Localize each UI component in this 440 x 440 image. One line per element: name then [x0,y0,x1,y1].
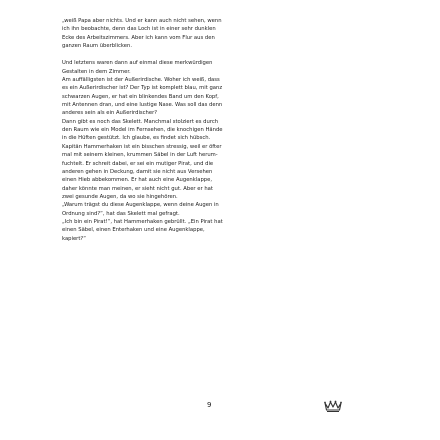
text-line: mit Antennen dran, und eine lustige Nase. Was soll das denn [62,102,223,109]
text-line: mal mit seinem kleinen, krummen Säbel in der Luft herum- [62,152,218,159]
page-number: 9 [207,401,212,409]
text-line: schwarzen Augen, er hat ein blinkendes Band um den Kopf, [62,93,219,100]
text-line: es ein Außerirdischer ist? Der Typ ist komplett blau, mit ganz [62,85,223,92]
text-line: Ecke des Arbeitszimmers. Aber ich kann vom Flur aus den [62,34,215,41]
page-footer [0,399,440,429]
paragraph-1 [62,17,377,50]
text-line: daher könnte man meinen, er sieht nicht gut. Aber er hat [62,185,213,192]
publisher-crown-icon [324,399,342,413]
text-line: den Raum wie ein Model im Fernsehen, die knochigen Hände [62,127,223,134]
paragraph-gap [62,50,377,59]
text-line: einen Säbel, einen Enterhaken und eine Augenklappe, [62,227,205,234]
text-line: Und letztens waren dann auf einmal diese merkwürdigen [62,60,213,67]
text-line: „Ich bin ein Pirat!“, hat Hammerhaken gebrüllt. „Ein Pirat hat [62,218,223,225]
text-line: Gestalten in dem Zimmer. [62,68,131,75]
text-line: Dann gibt es noch das Skelett. Manchmal stolziert es durch [62,118,219,125]
text-line: Am auffälligsten ist der Außerirdische. Woher ich weiß, dass [62,77,220,84]
text-line: ganzen Raum überblicken. [62,43,132,50]
text-line: einen Hieb abbekommen. Er hat auch eine Augenklappe, [62,177,213,184]
text-line: „weiß Papa aber nichts. Und er kann auch nicht sehen, wenn [62,18,222,24]
paragraph-2 [62,59,377,243]
text-line: kapiert?“ [62,235,86,242]
text-line: anderes sein als ein Außerirdischer? [62,110,158,117]
text-line: zwei gesunde Augen, da wo sie hingehören. [62,193,178,200]
text-line: fuchtelt. Er schreit dabei, er sei ein mutiger Pirat, und die [62,160,214,167]
text-line: Ordnung sind?“, hat das Skelett mal gefragt. [62,210,180,217]
text-line: in die Hüften gestützt. Ich glaube, es findet sich hübsch. [62,135,211,142]
text-line: Kapitän Hammerhaken ist ein bisschen stressig, weil er öfter [62,143,222,150]
text-line: ich ihn beobachte, denn das Loch ist in einer sehr dunklen [62,26,216,33]
text-line: anderen gehen in Deckung, damit sie nicht aus Versehen [62,168,213,175]
text-line: „Warum trägst du diese Augenklappe, wenn deine Augen in [62,202,219,209]
